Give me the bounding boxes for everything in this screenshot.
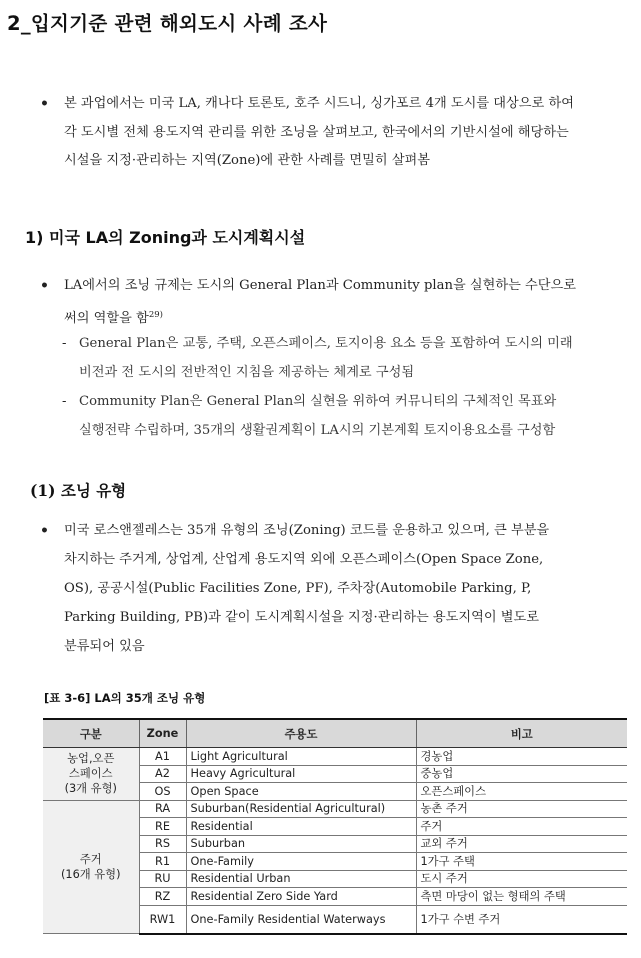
table-row: [43, 748, 627, 766]
header-main-use: 주용도: [186, 719, 416, 748]
zone-note: 도시 주거: [416, 870, 627, 888]
zone-use: Light Agricultural: [186, 748, 416, 766]
group-label-line: (3개 유형): [64, 782, 117, 796]
zone-use: Heavy Agricultural: [186, 765, 416, 783]
zone-note: 1가구 주택: [416, 853, 627, 871]
zone-use: Residential: [186, 818, 416, 836]
intro-line: 각 도시별 전체 용도지역 관리를 위한 조닝을 살펴보고, 한국에서의 기반시설에 해당하는: [64, 124, 569, 140]
table-caption: [표 3-6] LA의 35개 조닝 유형: [44, 691, 206, 705]
zoning-line: 차지하는 주거계, 상업계, 산업계 용도지역 외에 오픈스페이스(Open Space Zone,: [64, 552, 544, 567]
zone-use: One-Family Residential Waterways: [186, 905, 416, 934]
section-title: 2_입지기준 관련 해외도시 사례 조사: [7, 12, 328, 35]
table-header-row: [43, 719, 627, 748]
zone-note: 농촌 주거: [416, 800, 627, 818]
zoning-line: Parking Building, PB)과 같이 도시계획시설을 지정·관리하는 용도지역이 별도로: [64, 610, 539, 625]
sub-item-line: Community Plan은 General Plan의 실현을 위하여 커뮤니티의 구체적인 목표와: [79, 394, 557, 409]
table-row: [43, 800, 627, 818]
zone-use: Residential Urban: [186, 870, 416, 888]
zone-use: Open Space: [186, 783, 416, 801]
zone-note: 오픈스페이스: [416, 783, 627, 801]
intro-line: 본 과업에서는 미국 LA, 캐나다 토론토, 호주 시드니, 싱가포르 4개 도시를 대상으로 하여: [64, 96, 574, 111]
zoning-types-table: [43, 718, 627, 935]
sub-item-line: 실행전략 수립하며, 35개의 생활권계획이 LA시의 기본계획 토지이용요소를 구성함: [79, 422, 556, 438]
group-label-line: 농업,오픈: [67, 752, 115, 766]
zone-note: 중농업: [416, 765, 627, 783]
group-label-line: (16개 유형): [60, 867, 121, 881]
header-note: 비고: [416, 719, 627, 748]
zoning-types-heading: (1) 조닝 유형: [30, 481, 127, 500]
group-label-line: 주거: [79, 852, 102, 866]
zone-code: RW1: [139, 905, 186, 934]
zone-code: RA: [139, 800, 186, 818]
zone-code: RE: [139, 818, 186, 836]
zoning-line: OS), 공공시설(Public Facilities Zone, PF), 주차장(Automobile Parking, P,: [64, 581, 532, 596]
group-label-line: 스페이스: [68, 767, 113, 781]
header-category: 구분: [43, 719, 139, 748]
intro-line: 시설을 지정·관리하는 지역(Zone)에 관한 사례를 면밀히 살펴봄: [64, 153, 431, 168]
zone-code: A1: [139, 748, 186, 766]
zoning-line: 미국 로스앤젤레스는 35개 유형의 조닝(Zoning) 코드를 운용하고 있으며, 큰 부분을: [64, 523, 550, 538]
zone-use: One-Family: [186, 853, 416, 871]
bullet-icon: •: [40, 96, 49, 112]
zone-code: RZ: [139, 888, 186, 906]
zone-code: A2: [139, 765, 186, 783]
header-zone: Zone: [139, 719, 186, 748]
group-label-agri-openspace: [43, 748, 139, 801]
zone-code: OS: [139, 783, 186, 801]
sub-item-line: 비전과 전 도시의 전반적인 지침을 제공하는 체계로 구성됨: [79, 364, 415, 380]
zone-note: 측면 마당이 없는 형태의 주택: [416, 888, 627, 906]
zone-note: 주거: [416, 818, 627, 836]
zone-note: 경농업: [416, 748, 627, 766]
la-bullet-line-text: 써의 역할을 함: [64, 310, 149, 326]
sub-item-line: General Plan은 교통, 주택, 오픈스페이스, 토지이용 요소 등을 포함하여 도시의 미래: [79, 336, 573, 351]
zone-use: Suburban: [186, 835, 416, 853]
footnote-marker: 29): [148, 309, 163, 320]
zone-code: RU: [139, 870, 186, 888]
la-bullet-line: LA에서의 조닝 규제는 도시의 General Plan과 Community plan을 실현하는 수단으로: [64, 278, 577, 293]
zoning-line: 분류되어 있음: [64, 639, 145, 654]
zone-code: RS: [139, 835, 186, 853]
bullet-icon: •: [40, 278, 49, 294]
la-bullet-line: [64, 301, 628, 334]
group-label-residential: [43, 800, 139, 934]
zone-use: Suburban(Residential Agricultural): [186, 800, 416, 818]
zone-use: Residential Zero Side Yard: [186, 888, 416, 906]
bullet-icon: •: [40, 523, 49, 539]
zone-code: R1: [139, 853, 186, 871]
dash-icon: -: [62, 394, 67, 409]
zone-note: 1가구 수변 주거: [416, 905, 627, 934]
zone-note: 교외 주거: [416, 835, 627, 853]
dash-icon: -: [62, 336, 67, 351]
la-section-heading: 1) 미국 LA의 Zoning과 도시계획시설: [25, 228, 306, 247]
